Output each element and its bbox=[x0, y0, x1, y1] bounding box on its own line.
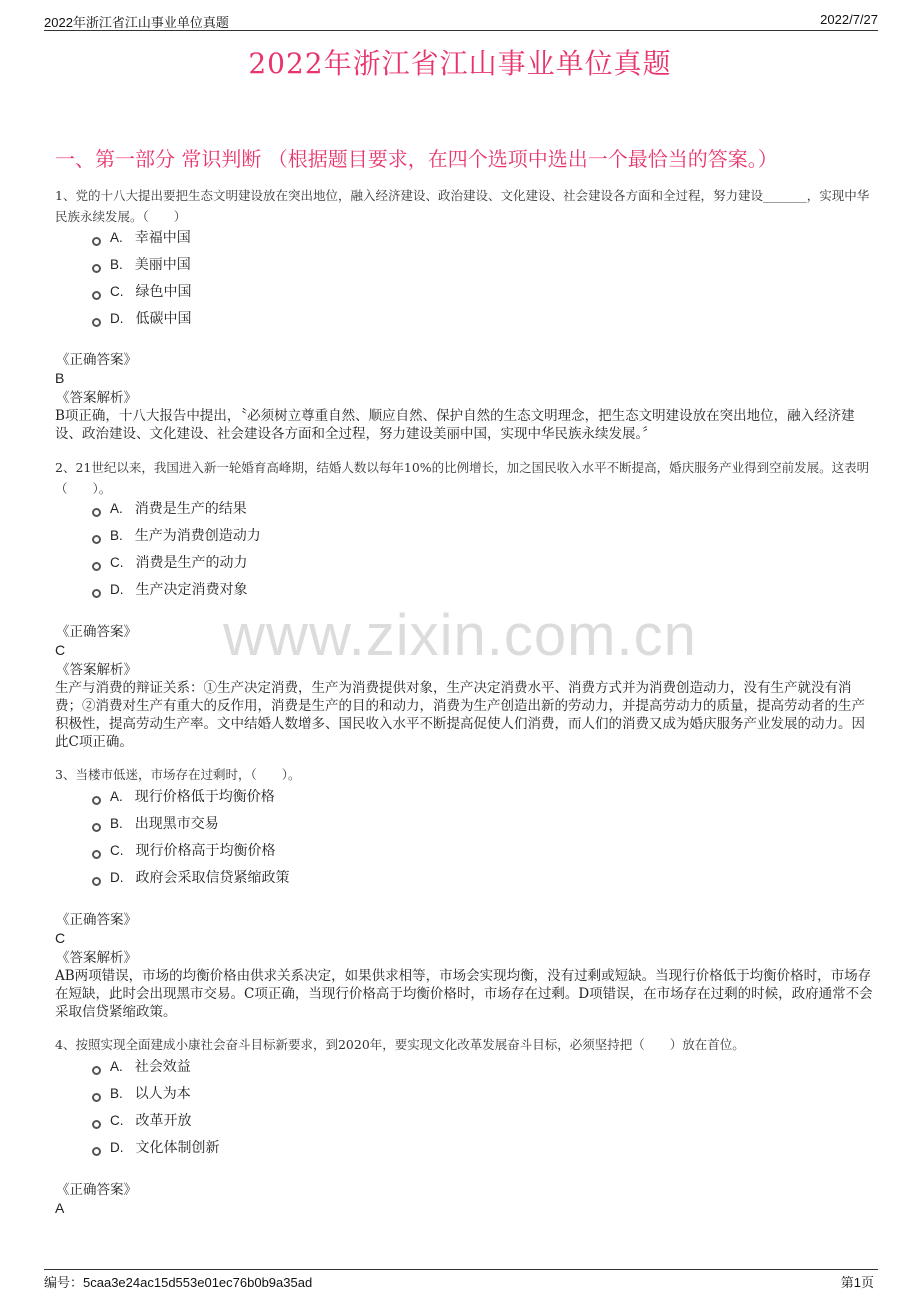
option-b[interactable]: B. 以人为本 bbox=[92, 1084, 191, 1104]
footer-divider bbox=[44, 1269, 878, 1270]
page-prefix: 第 bbox=[840, 1275, 854, 1290]
radio-icon[interactable] bbox=[92, 796, 101, 805]
analysis-text: AB两项错误，市场的均衡价格由供求关系决定，如果供求相等，市场会实现均衡，没有过剩或短缺。当现行价格低于均衡价格时，市场存在短缺，此时会出现黑市交易。C项正确，当现行价格高于均衡价格时，市场存在过剩。D项错误，在市场存在过剩的时候，政府通常不会采取信贷紧缩政策。 bbox=[55, 968, 873, 1020]
answer-label: 《正确答案》 bbox=[56, 1182, 137, 1198]
radio-icon[interactable] bbox=[92, 562, 101, 571]
analysis-label: 《答案解析》 bbox=[56, 950, 137, 966]
radio-icon[interactable] bbox=[92, 850, 101, 859]
option-c[interactable]: C. 消费是生产的动力 bbox=[92, 553, 248, 573]
code-label: 编号： bbox=[44, 1275, 84, 1290]
page-number-value: 1 bbox=[853, 1275, 861, 1290]
option-c[interactable]: C. 绿色中国 bbox=[92, 282, 192, 302]
option-text: 改革开放 bbox=[135, 1113, 192, 1129]
option-text: 美丽中国 bbox=[134, 257, 191, 273]
option-text: 以人为本 bbox=[134, 1086, 191, 1102]
analysis-text: 生产与消费的辩证关系：①生产决定消费，生产为消费提供对象，生产决定消费水平、消费方式并为消费创造动力，没有生产就没有消费；②消费对生产有重大的反作用，消费是生产的目的和动力，消费为生产创造出新的劳动力，并提高劳动力的质量，提高劳动者的生产积极性，提高劳动生产率。文中结婚人数增多、国民收入水平不断提高促使人们消费，而人们的消费又成为婚庆服务产业发展的动力。因此C项正确。 bbox=[55, 680, 865, 750]
question-text: 4、按照实现全面建成小康社会奋斗目标新要求，到2020年，要实现文化改革发展奋斗目标，必须坚持把（ ）放在首位。 bbox=[55, 1037, 745, 1052]
radio-icon[interactable] bbox=[92, 1066, 101, 1075]
option-text: 生产为消费创造动力 bbox=[134, 528, 261, 544]
option-b[interactable]: B. 出现黑市交易 bbox=[92, 814, 219, 834]
page-title: 2022年浙江省江山事业单位真题 bbox=[248, 47, 672, 80]
analysis-label: 《答案解析》 bbox=[56, 662, 137, 678]
option-text: 消费是生产的动力 bbox=[135, 555, 248, 571]
option-a[interactable]: A. 消费是生产的结果 bbox=[92, 499, 247, 519]
document-code bbox=[44, 1272, 312, 1291]
header-date: 2022/7/27 bbox=[820, 12, 878, 27]
analysis-text: B项正确，十八大报告中提出，〝必须树立尊重自然、顺应自然、保护自然的生态文明理念，把生态文明建设放在突出地位，融入经济建设、政治建设、文化建设、社会建设各方面和全过程，努力建设美丽中国，实现中华民族永续发展。〞 bbox=[55, 408, 855, 442]
header-title: 2022年浙江省江山事业单位真题 bbox=[44, 15, 229, 30]
answer-value: C bbox=[55, 642, 66, 658]
option-text: 社会效益 bbox=[134, 1059, 191, 1075]
radio-icon[interactable] bbox=[92, 535, 101, 544]
answer-label: 《正确答案》 bbox=[56, 352, 137, 368]
option-text: 政府会采取信贷紧缩政策 bbox=[135, 870, 290, 886]
option-d[interactable]: D. 文化体制创新 bbox=[92, 1138, 220, 1158]
radio-icon[interactable] bbox=[92, 264, 101, 273]
radio-icon[interactable] bbox=[92, 877, 101, 886]
option-a[interactable]: A. 幸福中国 bbox=[92, 228, 191, 248]
question-text: 1、党的十八大提出要把生态文明建设放在突出地位，融入经济建设、政治建设、文化建设、社会建设各方面和全过程，努力建设_______，实现中华民族永续发展。（ ） bbox=[55, 188, 870, 224]
option-text: 出现黑市交易 bbox=[134, 816, 219, 832]
radio-icon[interactable] bbox=[92, 291, 101, 300]
header-divider bbox=[44, 30, 878, 31]
radio-icon[interactable] bbox=[92, 508, 101, 517]
option-text: 生产决定消费对象 bbox=[135, 582, 248, 598]
option-text: 绿色中国 bbox=[135, 284, 192, 300]
code-value: 5caa3e24ac15d553e01ec76b0b9a35ad bbox=[83, 1275, 313, 1290]
radio-icon[interactable] bbox=[92, 1093, 101, 1102]
option-b[interactable]: B. 生产为消费创造动力 bbox=[92, 526, 261, 546]
radio-icon[interactable] bbox=[92, 237, 101, 246]
option-d[interactable]: D. 生产决定消费对象 bbox=[92, 580, 248, 600]
option-text: 现行价格高于均衡价格 bbox=[135, 843, 276, 859]
option-d[interactable]: D. 政府会采取信贷紧缩政策 bbox=[92, 868, 290, 888]
option-text: 消费是生产的结果 bbox=[134, 501, 247, 517]
watermark: www.zixin.com.cn bbox=[223, 603, 697, 668]
option-text: 幸福中国 bbox=[134, 230, 191, 246]
radio-icon[interactable] bbox=[92, 318, 101, 327]
analysis-label: 《答案解析》 bbox=[56, 390, 137, 406]
answer-value: C bbox=[55, 930, 66, 946]
option-d[interactable]: D. 低碳中国 bbox=[92, 309, 192, 329]
option-c[interactable]: C. 改革开放 bbox=[92, 1111, 192, 1131]
page-number bbox=[841, 1272, 874, 1291]
answer-value: B bbox=[55, 370, 65, 386]
question-text: 2、21世纪以来，我国进入新一轮婚育高峰期，结婚人数以每年10%的比例增长，加之国民收入水平不断提高，婚庆服务产业得到空前发展。这表明（ ）。 bbox=[55, 460, 870, 496]
answer-label: 《正确答案》 bbox=[56, 624, 137, 640]
option-a[interactable]: A. 社会效益 bbox=[92, 1057, 191, 1077]
option-text: 文化体制创新 bbox=[135, 1140, 220, 1156]
radio-icon[interactable] bbox=[92, 1120, 101, 1129]
answer-value: A bbox=[55, 1200, 65, 1216]
option-a[interactable]: A. 现行价格低于均衡价格 bbox=[92, 787, 275, 807]
section-title: 一、第一部分 常识判断 （根据题目要求，在四个选项中选出一个最恰当的答案。） bbox=[55, 147, 778, 171]
option-text: 现行价格低于均衡价格 bbox=[134, 789, 275, 805]
radio-icon[interactable] bbox=[92, 1147, 101, 1156]
option-text: 低碳中国 bbox=[135, 311, 192, 327]
page-suffix: 页 bbox=[860, 1275, 874, 1290]
option-b[interactable]: B. 美丽中国 bbox=[92, 255, 191, 275]
answer-label: 《正确答案》 bbox=[56, 912, 137, 928]
radio-icon[interactable] bbox=[92, 589, 101, 598]
radio-icon[interactable] bbox=[92, 823, 101, 832]
option-c[interactable]: C. 现行价格高于均衡价格 bbox=[92, 841, 276, 861]
question-text: 3、当楼市低迷，市场存在过剩时，（ ）。 bbox=[55, 767, 301, 782]
